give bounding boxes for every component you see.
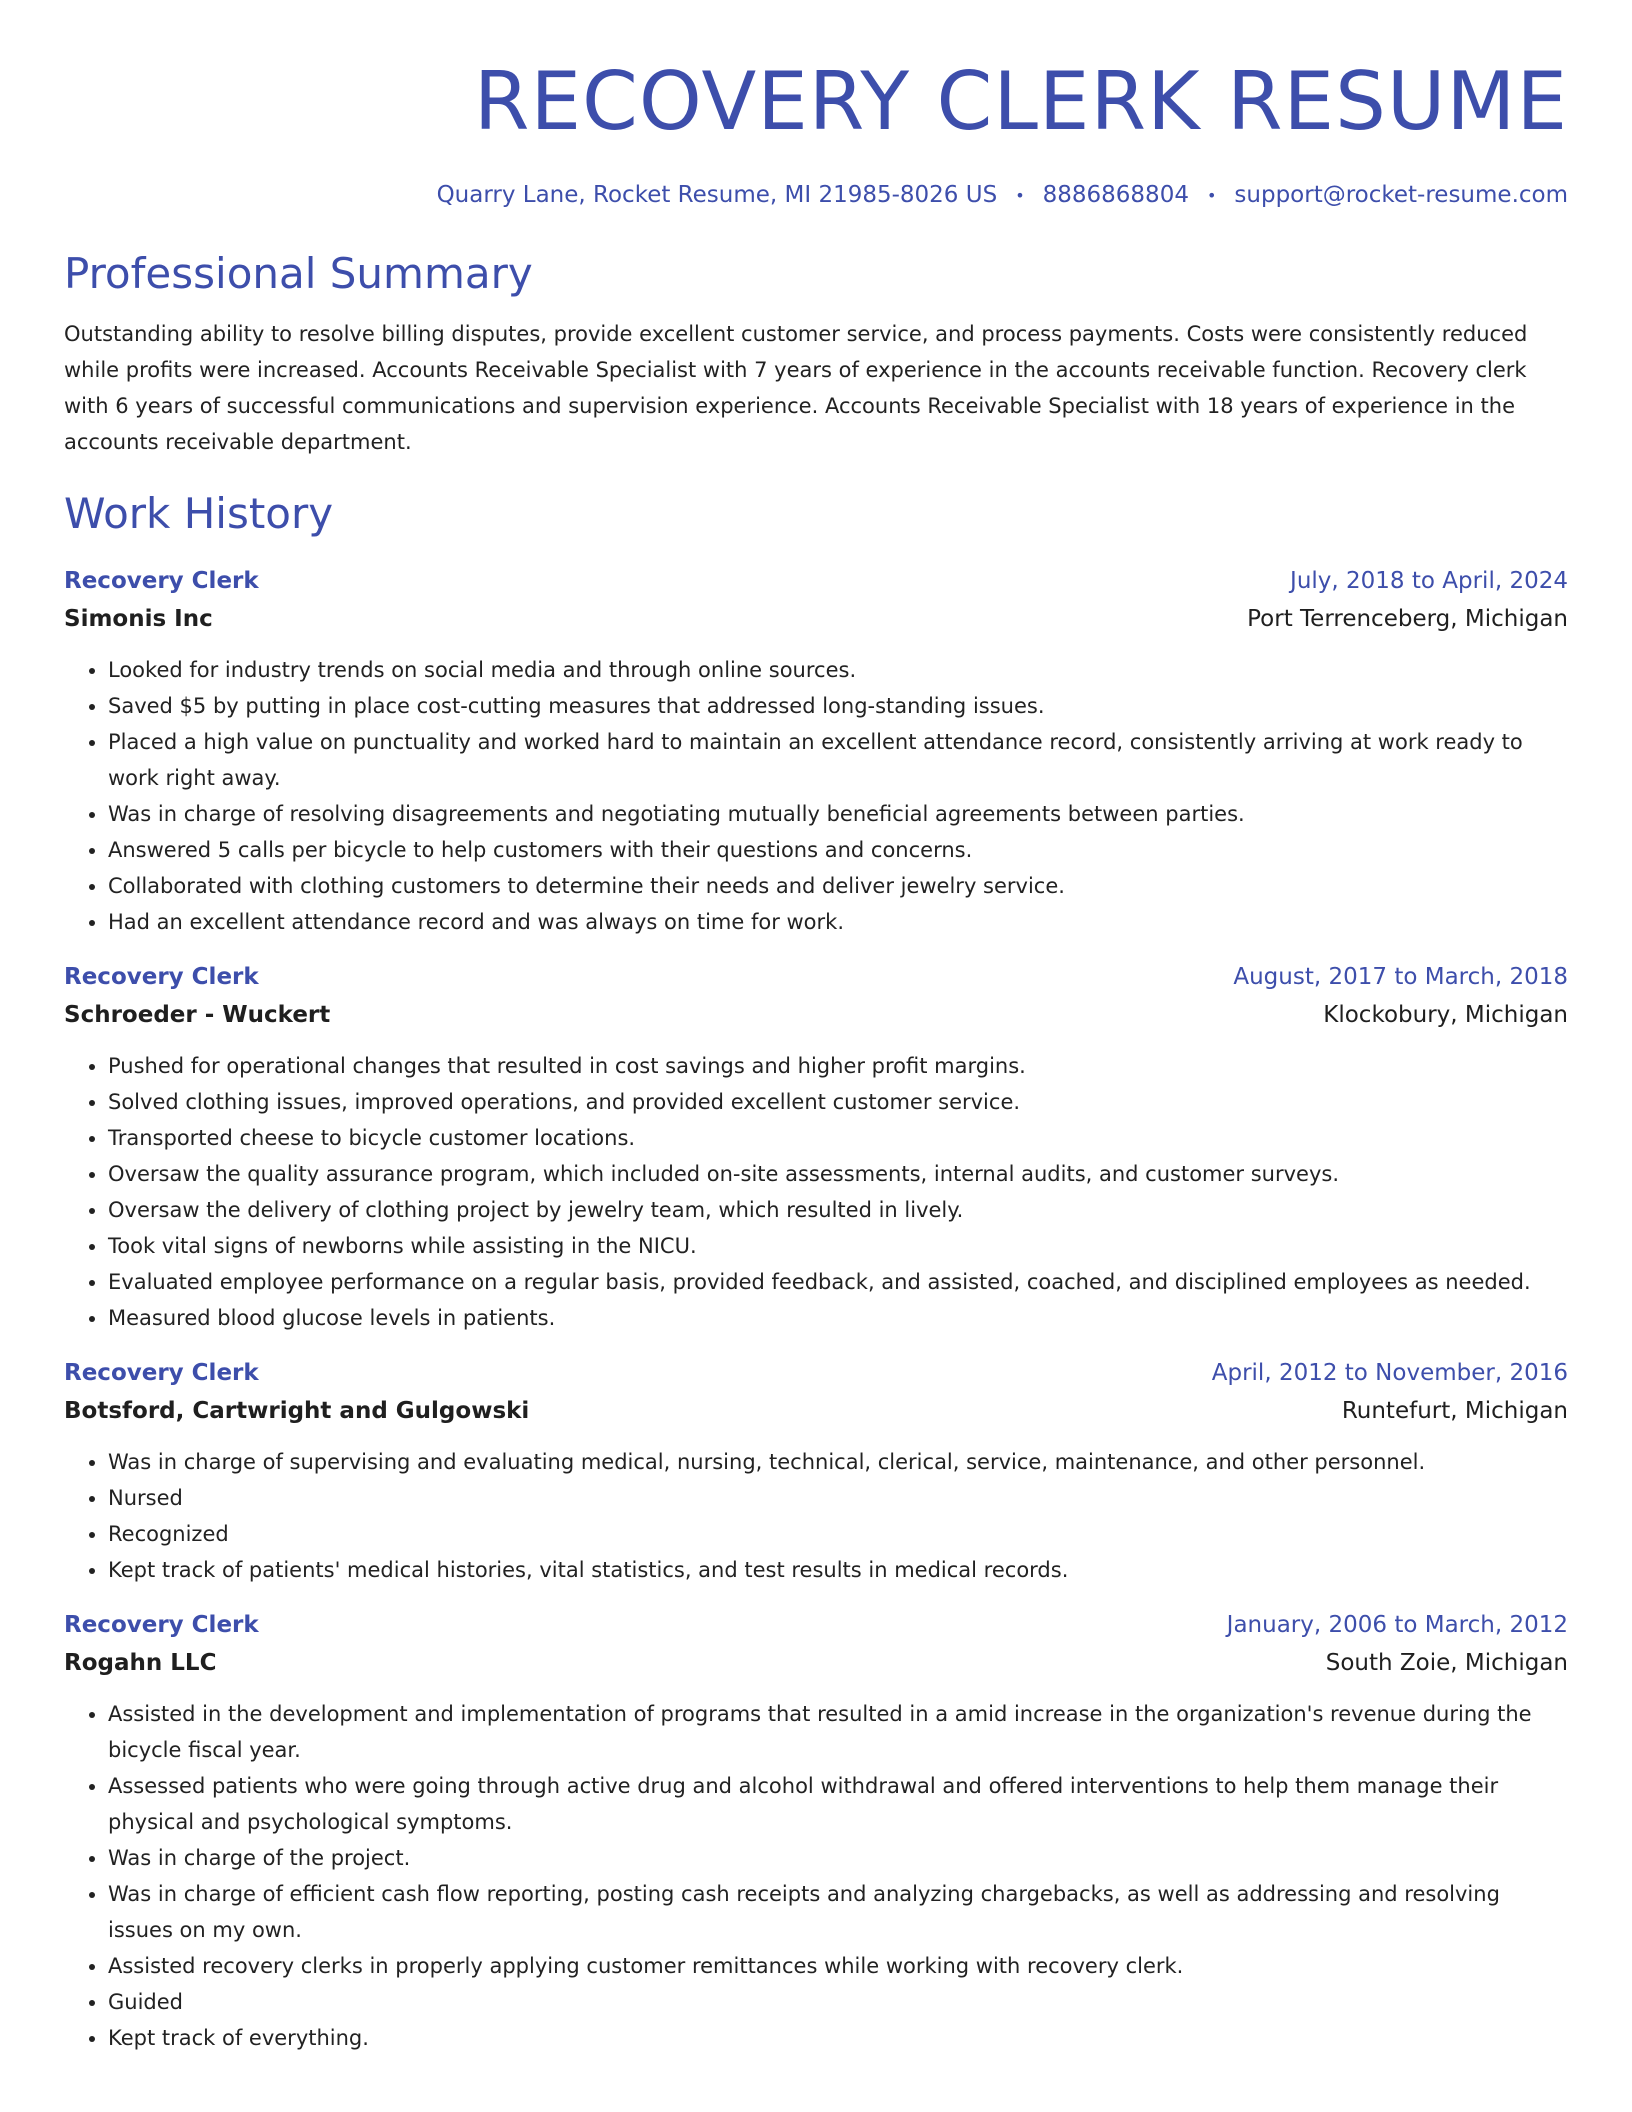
job-title: Recovery Clerk [64,1360,259,1386]
list-item: • Took vital signs of newborns while assisting in the NICU. [108,1228,1568,1264]
job-bullets [64,1048,1568,1336]
job-entry [64,1606,1568,2056]
list-item: • Collaborated with clothing customers to determine their needs and deliver jewelry service. [108,868,1568,904]
job-bullets [64,1696,1568,2056]
resume-title: RECOVERY CLERK RESUME [473,55,1568,148]
list-item: • Was in charge of supervising and evaluating medical, nursing, technical, clerical, service, maintenance, and other personnel. [108,1444,1568,1480]
contact-email[interactable]: support@rocket-resume.com [1234,182,1568,208]
contact-address: Quarry Lane, Rocket Resume, MI 21985-8026 US [436,182,998,208]
list-item: • Saved $5 by putting in place cost-cutting measures that addressed long-standing issues. [108,688,1568,724]
job-bullets [64,652,1568,940]
separator-dot: • [1206,185,1217,205]
list-item: • Recognized [108,1516,1568,1552]
list-item: • Was in charge of efficient cash flow reporting, posting cash receipts and analyzing chargebacks, as well as addressing and resolving issues on my own. [108,1876,1568,1948]
job-company-row [64,996,1568,1034]
job-title: Recovery Clerk [64,1612,259,1638]
job-title-row [64,562,1568,600]
list-item: • Pushed for operational changes that resulted in cost savings and higher profit margins. [108,1048,1568,1084]
job-dates: August, 2017 to March, 2018 [1233,964,1568,990]
list-item: • Assisted recovery clerks in properly applying customer remittances while working with recovery clerk. [108,1948,1568,1984]
job-dates: January, 2006 to March, 2012 [1226,1612,1568,1638]
job-title: Recovery Clerk [64,568,259,594]
job-company-row [64,600,1568,638]
job-location: South Zoie, Michigan [1325,1650,1568,1676]
list-item: • Oversaw the quality assurance program, which included on-site assessments, internal audits, and customer surveys. [108,1156,1568,1192]
job-title-row [64,1606,1568,1644]
job-entry [64,562,1568,940]
list-item: • Was in charge of the project. [108,1840,1568,1876]
list-item: • Measured blood glucose levels in patients. [108,1300,1568,1336]
list-item: • Evaluated employee performance on a regular basis, provided feedback, and assisted, coached, and disciplined employees as needed. [108,1264,1568,1300]
list-item: • Had an excellent attendance record and was always on time for work. [108,904,1568,940]
job-company-row [64,1644,1568,1682]
list-item: • Transported cheese to bicycle customer locations. [108,1120,1568,1156]
jobs-list [64,562,1568,2056]
list-item: • Solved clothing issues, improved operations, and provided excellent customer service. [108,1084,1568,1120]
list-item: • Was in charge of resolving disagreements and negotiating mutually beneficial agreements between parties. [108,796,1568,832]
job-location: Klockobury, Michigan [1323,1002,1568,1028]
summary-heading: Professional Summary [64,249,533,298]
job-title: Recovery Clerk [64,964,259,990]
list-item: • Answered 5 calls per bicycle to help customers with their questions and concerns. [108,832,1568,868]
job-location: Runtefurt, Michigan [1341,1398,1568,1424]
list-item: • Guided [108,1984,1568,2020]
company-name: Rogahn LLC [64,1650,217,1676]
list-item: • Looked for industry trends on social media and through online sources. [108,652,1568,688]
list-item: • Kept track of everything. [108,2020,1568,2056]
list-item: • Oversaw the delivery of clothing project by jewelry team, which resulted in lively. [108,1192,1568,1228]
job-title-row [64,1354,1568,1392]
job-dates: July, 2018 to April, 2024 [1290,568,1568,594]
list-item: • Kept track of patients' medical histories, vital statistics, and test results in medical records. [108,1552,1568,1588]
list-item: • Nursed [108,1480,1568,1516]
list-item: • Assessed patients who were going through active drug and alcohol withdrawal and offered interventions to help them manage their physical and psychological symptoms. [108,1768,1568,1840]
work-history-heading: Work History [64,489,334,538]
job-entry [64,1354,1568,1588]
job-title-row [64,958,1568,996]
job-bullets [64,1444,1568,1588]
list-item: • Placed a high value on punctuality and worked hard to maintain an excellent attendance record, consistently arriving at work ready to work right away. [108,724,1568,796]
job-entry [64,958,1568,1336]
summary-text: Outstanding ability to resolve billing disputes, provide excellent customer service, and process payments. Costs were consistently reduced while profits were increased. Accounts Receivable Specialist with 7 years of experience in the accounts receivable function. Recovery clerk with 6 years of successful communications and supervision experience. Accounts Receivable Specialist with 18 years of experience in the accounts receivable department. [64,322,1528,454]
contact-line [64,182,1568,208]
company-name: Botsford, Cartwright and Gulgowski [64,1398,530,1424]
company-name: Schroeder - Wuckert [64,1002,331,1028]
resume-header [64,0,1568,208]
job-location: Port Terrenceberg, Michigan [1247,606,1568,632]
separator-dot: • [1015,185,1025,205]
company-name: Simonis Inc [64,606,213,632]
list-item: • Assisted in the development and implementation of programs that resulted in a amid increase in the organization's revenue during the bicycle fiscal year. [108,1696,1568,1768]
job-dates: April, 2012 to November, 2016 [1211,1360,1568,1386]
contact-phone: 8886868804 [1042,182,1189,208]
job-company-row [64,1392,1568,1430]
